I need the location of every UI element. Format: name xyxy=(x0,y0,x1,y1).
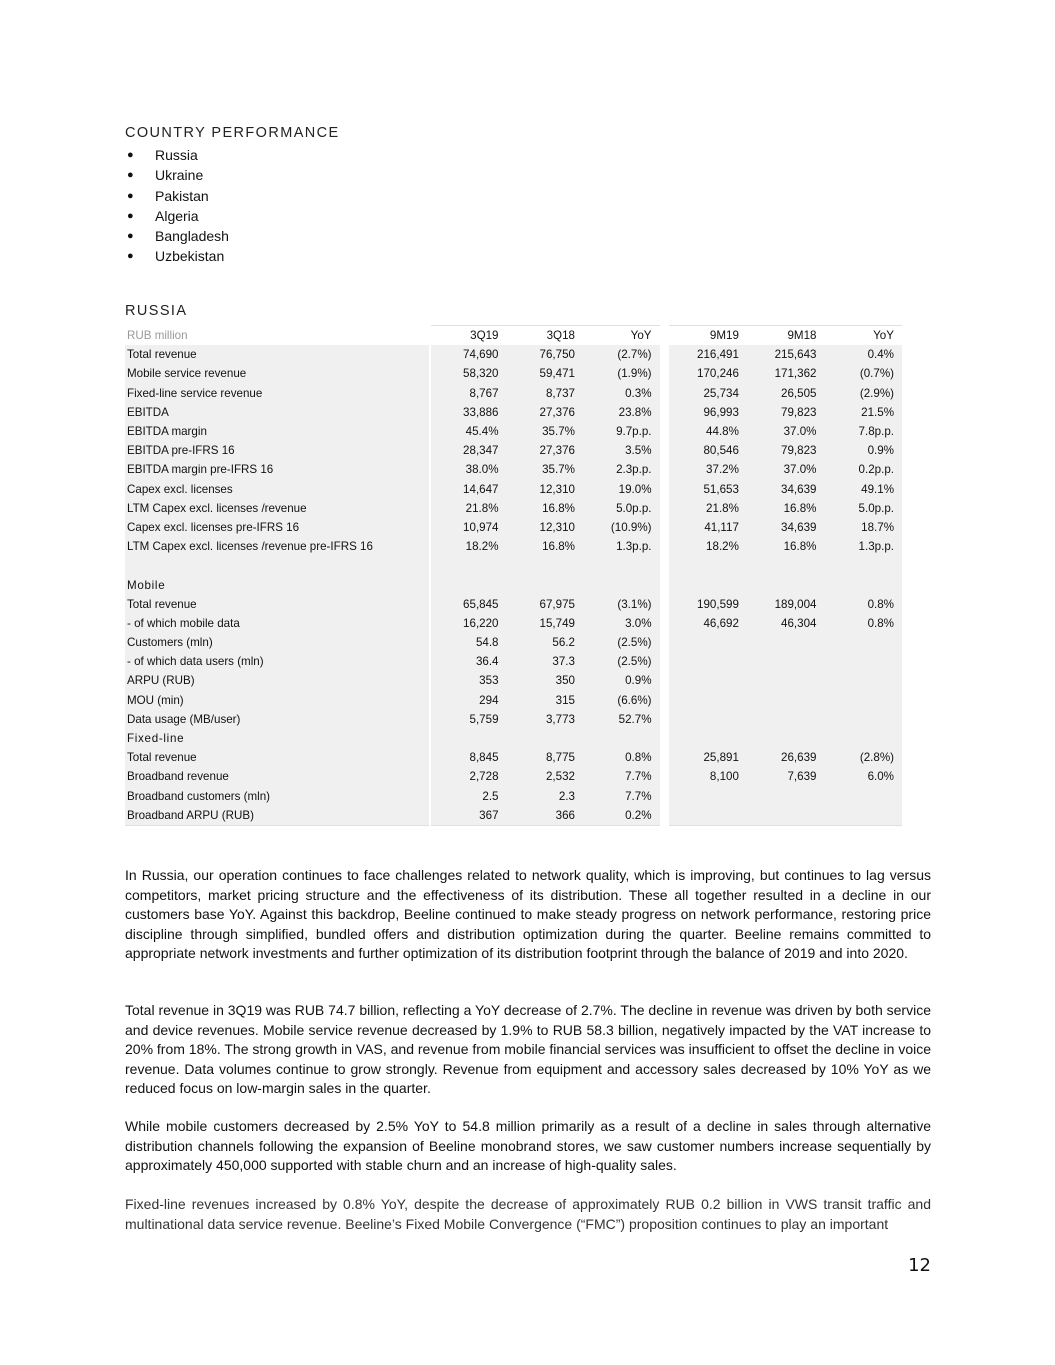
table-row xyxy=(125,767,902,786)
table-cell: 74,690 xyxy=(431,345,506,364)
table-cell: 7,639 xyxy=(747,767,825,786)
country-list-item[interactable]: ● Pakistan xyxy=(127,187,209,204)
column-gap xyxy=(660,403,670,422)
table-cell: 0.2p.p. xyxy=(824,460,902,479)
column-gap xyxy=(660,460,670,479)
table-cell xyxy=(431,575,506,594)
table-cell: 14,647 xyxy=(431,480,506,499)
row-label: Mobile service revenue xyxy=(125,364,429,383)
russia-financial-table xyxy=(125,325,902,826)
table-cell xyxy=(507,575,583,594)
table-cell: 2,728 xyxy=(431,767,506,786)
table-cell xyxy=(669,691,747,710)
table-cell: 16,220 xyxy=(431,614,506,633)
row-label: Total revenue xyxy=(125,595,429,614)
table-cell: (6.6%) xyxy=(583,691,660,710)
table-cell xyxy=(824,729,902,748)
table-cell: 366 xyxy=(507,806,583,826)
table-cell: 46,692 xyxy=(669,614,747,633)
table-header-row xyxy=(125,326,902,346)
table-cell: (2.7%) xyxy=(583,345,660,364)
column-gap xyxy=(660,633,670,652)
column-gap xyxy=(660,326,670,346)
table-cell xyxy=(507,556,583,575)
column-gap xyxy=(660,595,670,614)
table-cell xyxy=(824,691,902,710)
table-cell xyxy=(669,652,747,671)
table-cell xyxy=(669,556,747,575)
table-cell: 315 xyxy=(507,691,583,710)
table-cell: 190,599 xyxy=(669,595,747,614)
table-cell: 18.2% xyxy=(431,537,506,556)
table-cell: 16.8% xyxy=(507,537,583,556)
row-label: LTM Capex excl. licenses /revenue pre-IFRS 16 xyxy=(125,537,429,556)
table-cell: 3,773 xyxy=(507,710,583,729)
table-cell xyxy=(824,710,902,729)
table-cell: 21.8% xyxy=(669,499,747,518)
table-cell xyxy=(583,575,660,594)
table-cell: 189,004 xyxy=(747,595,825,614)
table-row xyxy=(125,671,902,690)
table-cell: 15,749 xyxy=(507,614,583,633)
row-label: - of which mobile data xyxy=(125,614,429,633)
table-row xyxy=(125,460,902,479)
row-label: EBITDA margin xyxy=(125,422,429,441)
table-cell: 171,362 xyxy=(747,364,825,383)
column-gap xyxy=(660,499,670,518)
table-cell: 1.3p.p. xyxy=(583,537,660,556)
country-list-item[interactable]: ● Algeria xyxy=(127,207,199,224)
table-row xyxy=(125,499,902,518)
row-label: MOU (min) xyxy=(125,691,429,710)
row-label: Mobile xyxy=(125,575,429,594)
row-label: LTM Capex excl. licenses /revenue xyxy=(125,499,429,518)
table-cell: (2.8%) xyxy=(824,748,902,767)
table-cell xyxy=(747,575,825,594)
bullet-icon: ● xyxy=(127,250,134,263)
table-cell: 41,117 xyxy=(669,518,747,537)
table-cell xyxy=(669,710,747,729)
row-label: EBITDA xyxy=(125,403,429,422)
table-row xyxy=(125,345,902,364)
table-row xyxy=(125,441,902,460)
table-row xyxy=(125,403,902,422)
column-gap xyxy=(660,614,670,633)
table-cell: 2,532 xyxy=(507,767,583,786)
row-label: EBITDA pre-IFRS 16 xyxy=(125,441,429,460)
table-cell xyxy=(747,787,825,806)
table-unit-label: RUB million xyxy=(125,326,429,346)
table-cell: 26,639 xyxy=(747,748,825,767)
row-label: EBITDA margin pre-IFRS 16 xyxy=(125,460,429,479)
table-cell: 5,759 xyxy=(431,710,506,729)
table-cell: 16.8% xyxy=(747,499,825,518)
row-label xyxy=(125,556,429,575)
table-cell: 21.5% xyxy=(824,403,902,422)
paragraph-russia-overview: In Russia, our operation continues to face challenges related to network quality, which is improving, but continues to lag versus competitors, market pricing structure and the effectiveness of its distribution. These all together resulted in a decline in our customers base YoY. Against this backdrop, Beeline continued to make steady progress on network performance, restoring price discipline through simplified, bundled offers and distribution optimization during the quarter. Beeline remains committed to appropriate network investments and further optimization of its distribution footprint through the balance of 2019 and into 2020. xyxy=(125,867,931,961)
column-header: 9M19 xyxy=(669,326,747,346)
table-cell: 0.3% xyxy=(583,384,660,403)
row-label: Fixed-line service revenue xyxy=(125,384,429,403)
table-cell: 1.3p.p. xyxy=(824,537,902,556)
table-row xyxy=(125,614,902,633)
country-list-item[interactable]: ● Ukraine xyxy=(127,167,204,184)
table-cell: 54.8 xyxy=(431,633,506,652)
table-cell: 76,750 xyxy=(507,345,583,364)
row-label: - of which data users (mln) xyxy=(125,652,429,671)
column-gap xyxy=(660,806,670,826)
column-gap xyxy=(660,710,670,729)
table-cell: 79,823 xyxy=(747,403,825,422)
table-cell: 35.7% xyxy=(507,422,583,441)
table-cell xyxy=(824,787,902,806)
table-cell: 18.7% xyxy=(824,518,902,537)
table-cell xyxy=(747,652,825,671)
table-cell: 37.3 xyxy=(507,652,583,671)
table-row xyxy=(125,364,902,383)
table-row xyxy=(125,575,902,594)
table-cell xyxy=(747,691,825,710)
table-cell: (1.9%) xyxy=(583,364,660,383)
table-cell: 49.1% xyxy=(824,480,902,499)
table-cell xyxy=(747,671,825,690)
table-cell xyxy=(747,556,825,575)
table-cell: 8,100 xyxy=(669,767,747,786)
table-row xyxy=(125,384,902,403)
table-cell: 34,639 xyxy=(747,518,825,537)
table-cell: 37.2% xyxy=(669,460,747,479)
table-cell xyxy=(824,556,902,575)
page-number: 12 xyxy=(908,1255,931,1276)
table-cell xyxy=(669,671,747,690)
table-cell: 34,639 xyxy=(747,480,825,499)
column-gap xyxy=(660,671,670,690)
column-gap xyxy=(660,441,670,460)
row-label: ARPU (RUB) xyxy=(125,671,429,690)
table-cell: 56.2 xyxy=(507,633,583,652)
column-gap xyxy=(660,556,670,575)
paragraph-mobile-customers: While mobile customers decreased by 2.5% YoY to 54.8 million primarily as a result of a decline in sales through alternative distribution channels following the expansion of Beeline monobrand stores, we saw customer numbers increase sequentially by approximately 450,000 supported with stable churn and an increase of high-quality sales. xyxy=(125,1118,931,1173)
table-cell: 37.0% xyxy=(747,460,825,479)
row-label: Capex excl. licenses pre-IFRS 16 xyxy=(125,518,429,537)
table-cell xyxy=(824,652,902,671)
table-cell: 3.0% xyxy=(583,614,660,633)
table-cell: 0.8% xyxy=(824,595,902,614)
table-cell: 25,891 xyxy=(669,748,747,767)
table-cell: 46,304 xyxy=(747,614,825,633)
row-label: Total revenue xyxy=(125,345,429,364)
table-cell: (2.5%) xyxy=(583,652,660,671)
table-cell: 0.4% xyxy=(824,345,902,364)
table-row xyxy=(125,633,902,652)
column-header: 3Q18 xyxy=(507,326,583,346)
row-label: Customers (mln) xyxy=(125,633,429,652)
table-cell: 59,471 xyxy=(507,364,583,383)
table-cell: 25,734 xyxy=(669,384,747,403)
country-performance-heading: COUNTRY PERFORMANCE xyxy=(125,125,340,141)
country-list-item[interactable]: ● Uzbekistan xyxy=(127,248,225,265)
russia-heading: RUSSIA xyxy=(125,303,188,319)
table-cell: 16.8% xyxy=(507,499,583,518)
table-cell xyxy=(507,729,583,748)
column-gap xyxy=(660,652,670,671)
table-row xyxy=(125,748,902,767)
table-cell: 21.8% xyxy=(431,499,506,518)
table-row xyxy=(125,422,902,441)
column-header: YoY xyxy=(583,326,660,346)
table-cell: 58,320 xyxy=(431,364,506,383)
table-cell xyxy=(824,575,902,594)
table-cell: (2.5%) xyxy=(583,633,660,652)
row-label: Total revenue xyxy=(125,748,429,767)
table-cell: 18.2% xyxy=(669,537,747,556)
table-cell: 36.4 xyxy=(431,652,506,671)
table-cell: 8,775 xyxy=(507,748,583,767)
table-cell: 23.8% xyxy=(583,403,660,422)
table-cell xyxy=(583,729,660,748)
table-cell: 7.8p.p. xyxy=(824,422,902,441)
column-gap xyxy=(660,748,670,767)
table-cell: (10.9%) xyxy=(583,518,660,537)
table-cell: 0.2% xyxy=(583,806,660,826)
country-list-item[interactable]: ● Russia xyxy=(127,147,198,163)
column-header: 3Q19 xyxy=(431,326,506,346)
table-row xyxy=(125,518,902,537)
table-cell: 9.7p.p. xyxy=(583,422,660,441)
paragraph-total-revenue: Total revenue in 3Q19 was RUB 74.7 billion, reflecting a YoY decrease of 2.7%. The decline in revenue was driven by both service and device revenues. Mobile service revenue decreased by 1.9% to RUB 58.3 billion, negatively impacted by the VAT increase to 20% from 18%. The strong growth in VAS, and revenue from mobile financial services was insufficient to offset the decline in voice revenue. Data volumes continue to grow strongly. Revenue from equipment and accessory sales decreased by 10% YoY as we reduced focus on low-margin sales in the quarter. xyxy=(125,1002,931,1096)
table-row xyxy=(125,595,902,614)
table-cell: (3.1%) xyxy=(583,595,660,614)
row-label: Broadband ARPU (RUB) xyxy=(125,806,429,826)
column-header: YoY xyxy=(824,326,902,346)
table-cell xyxy=(669,806,747,826)
table-row xyxy=(125,691,902,710)
table-cell: 7.7% xyxy=(583,787,660,806)
table-cell: 51,653 xyxy=(669,480,747,499)
table-cell: 28,347 xyxy=(431,441,506,460)
country-list-item[interactable]: ● Bangladesh xyxy=(127,228,229,245)
table-row xyxy=(125,652,902,671)
table-cell xyxy=(431,729,506,748)
table-cell xyxy=(431,556,506,575)
table-cell: 27,376 xyxy=(507,441,583,460)
table-row xyxy=(125,537,902,556)
table-cell: 67,975 xyxy=(507,595,583,614)
table-row xyxy=(125,710,902,729)
column-gap xyxy=(660,480,670,499)
table-cell xyxy=(824,671,902,690)
table-cell: 8,737 xyxy=(507,384,583,403)
column-gap xyxy=(660,364,670,383)
table-row xyxy=(125,729,902,748)
table-cell xyxy=(747,710,825,729)
table-cell: 12,310 xyxy=(507,480,583,499)
table-cell: 65,845 xyxy=(431,595,506,614)
table-row xyxy=(125,556,902,575)
table-cell: 8,845 xyxy=(431,748,506,767)
column-gap xyxy=(660,575,670,594)
table-cell: 52.7% xyxy=(583,710,660,729)
table-cell: 26,505 xyxy=(747,384,825,403)
table-cell: 7.7% xyxy=(583,767,660,786)
table-cell: 8,767 xyxy=(431,384,506,403)
table-cell: 37.0% xyxy=(747,422,825,441)
table-cell xyxy=(824,806,902,826)
table-cell: 5.0p.p. xyxy=(824,499,902,518)
table-cell: 33,886 xyxy=(431,403,506,422)
column-gap xyxy=(660,691,670,710)
bullet-icon: ● xyxy=(127,149,134,161)
column-gap xyxy=(660,767,670,786)
table-cell xyxy=(669,729,747,748)
table-cell: 27,376 xyxy=(507,403,583,422)
table-cell: 96,993 xyxy=(669,403,747,422)
table-cell: 2.3 xyxy=(507,787,583,806)
table-cell: 215,643 xyxy=(747,345,825,364)
table-cell: 216,491 xyxy=(669,345,747,364)
table-cell: 38.0% xyxy=(431,460,506,479)
column-gap xyxy=(660,729,670,748)
table-cell xyxy=(824,633,902,652)
table-cell xyxy=(583,556,660,575)
column-gap xyxy=(660,345,670,364)
table-cell: 12,310 xyxy=(507,518,583,537)
table-cell: 10,974 xyxy=(431,518,506,537)
table-cell: 350 xyxy=(507,671,583,690)
bullet-icon: ● xyxy=(127,209,134,222)
table-cell: 45.4% xyxy=(431,422,506,441)
table-row xyxy=(125,480,902,499)
table-cell: 367 xyxy=(431,806,506,826)
table-cell: 294 xyxy=(431,691,506,710)
table-cell: 0.8% xyxy=(824,614,902,633)
table-cell xyxy=(669,787,747,806)
bullet-icon: ● xyxy=(127,169,134,182)
row-label: Data usage (MB/user) xyxy=(125,710,429,729)
country-list xyxy=(125,145,229,267)
table-cell xyxy=(747,806,825,826)
table-cell xyxy=(669,575,747,594)
row-label: Capex excl. licenses xyxy=(125,480,429,499)
table-cell: 19.0% xyxy=(583,480,660,499)
column-gap xyxy=(660,518,670,537)
table-cell: 0.9% xyxy=(583,671,660,690)
row-label: Broadband revenue xyxy=(125,767,429,786)
table-cell: 2.5 xyxy=(431,787,506,806)
table-cell: (2.9%) xyxy=(824,384,902,403)
column-gap xyxy=(660,384,670,403)
table-cell: 44.8% xyxy=(669,422,747,441)
table-row xyxy=(125,787,902,806)
row-label: Fixed-line xyxy=(125,729,429,748)
table-cell: 35.7% xyxy=(507,460,583,479)
column-header: 9M18 xyxy=(747,326,825,346)
bullet-icon: ● xyxy=(127,230,134,243)
table-cell: 353 xyxy=(431,671,506,690)
table-cell: 170,246 xyxy=(669,364,747,383)
row-label: Broadband customers (mln) xyxy=(125,787,429,806)
bullet-icon: ● xyxy=(127,189,134,202)
table-cell: 0.8% xyxy=(583,748,660,767)
table-row xyxy=(125,806,902,826)
table-cell: 5.0p.p. xyxy=(583,499,660,518)
table-cell xyxy=(747,729,825,748)
table-cell: 80,546 xyxy=(669,441,747,460)
table-cell: 0.9% xyxy=(824,441,902,460)
table-cell: 6.0% xyxy=(824,767,902,786)
table-cell: 16.8% xyxy=(747,537,825,556)
table-cell: (0.7%) xyxy=(824,364,902,383)
paragraph-fixed-line: Fixed-line revenues increased by 0.8% YoY, despite the decrease of approximately RUB 0.2 billion in VWS transit traffic and multinational data service revenue. Beeline’s Fixed Mobile Convergence (“FMC”) proposition continues to play an important xyxy=(125,1196,931,1232)
table-cell: 2.3p.p. xyxy=(583,460,660,479)
column-gap xyxy=(660,537,670,556)
table-cell xyxy=(747,633,825,652)
table-cell: 3.5% xyxy=(583,441,660,460)
table-cell xyxy=(669,633,747,652)
column-gap xyxy=(660,787,670,806)
column-gap xyxy=(660,422,670,441)
table-cell: 79,823 xyxy=(747,441,825,460)
